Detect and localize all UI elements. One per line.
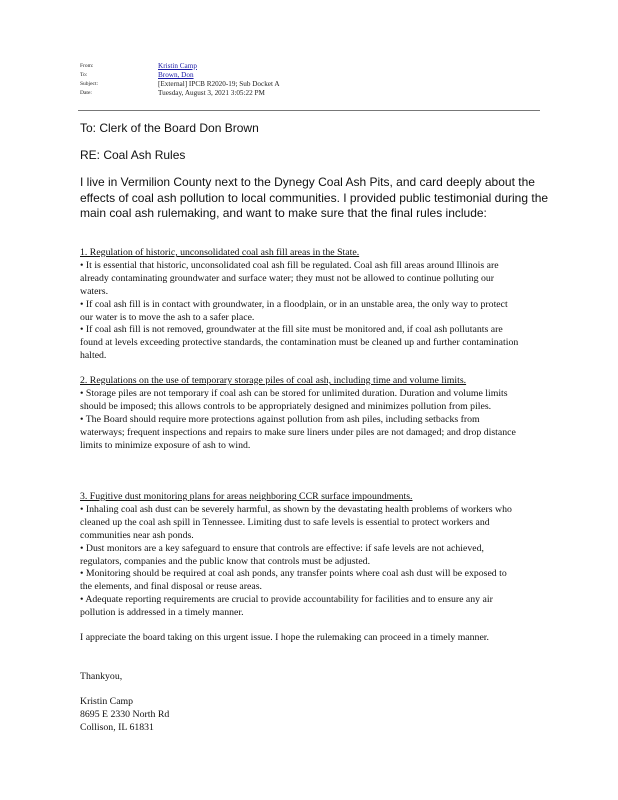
header-to-row [80, 71, 540, 80]
closing-paragraph: I appreciate the board taking on this urgent issue. I hope the rulemaking can proceed in a timely manner. [80, 632, 489, 643]
from-label: From: [80, 63, 94, 69]
letter-intro: I live in Vermilion County next to the Dynegy Coal Ash Pits, and card deeply about the effects of coal ash pollution to local communities. I provided public testimonial during the main coal ash rulemaking, and want to make sure that the final rules include: [80, 175, 549, 220]
subject-value: [External] IPCB R2020-19; Sub Docket A [158, 80, 280, 88]
header-date-row [80, 89, 540, 98]
signature-name: Kristin Camp [80, 696, 134, 707]
signature-street: 8695 E 2330 North Rd [80, 709, 170, 721]
bullet-item: • Adequate reporting requirements are crucial to provide accountability for facilities and to ensure any air pollution is addressed in a timely manner. [80, 594, 493, 619]
section-heading: 1. Regulation of historic, unconsolidated coal ash fill areas in the State. [80, 247, 360, 258]
bullet-item: • If coal ash fill is in contact with groundwater, in a floodplain, or in an unstable area, the only way to protect our water is to move the ash to a safer place. [80, 298, 508, 323]
bullet-item: • Inhaling coal ash dust can be severely harmful, as shown by the devastating health problems of workers who cleaned up the coal ash spill in Tennessee. Limiting dust to safe levels is essential to protect workers and communities near ash ponds. [80, 503, 512, 541]
date-value: Tuesday, August 3, 2021 3:05:22 PM [158, 89, 265, 97]
bullet-item: • It is essential that historic, unconsolidated coal ash fill be regulated. Coal ash fill areas around Illinois are already contaminating groundwater and surface water; they must not be allowed to continue polluting our waters. [80, 259, 499, 297]
thanks-line: Thankyou, [80, 671, 123, 682]
header-subject-row [80, 80, 540, 89]
section-2 [80, 375, 520, 452]
header-divider [78, 110, 540, 111]
letter-to-line: To: Clerk of the Board Don Brown [80, 121, 259, 135]
section-1 [80, 247, 520, 363]
signature-block [80, 695, 520, 735]
bullet-item: • The Board should require more protections against pollution from ash piles, including setbacks from waterways; frequent inspections and repairs to make sure liners under piles are not damaged; and drop distance limits to minimize exposure of ash to wind. [80, 413, 516, 451]
date-label: Date: [80, 90, 92, 96]
section-heading: 2. Regulations on the use of temporary storage piles of coal ash, including time and volume limits. [80, 375, 467, 386]
signature-city: Collison, IL 61831 [80, 722, 154, 734]
bullet-item: • If coal ash fill is not removed, groundwater at the fill site must be monitored and, if coal ash pollutants are found at levels exceeding protective standards, the contamination must be cleaned up and further contamination halted. [80, 324, 519, 362]
section-3 [80, 491, 520, 620]
header-from-row [80, 62, 540, 71]
section-heading: 3. Fugitive dust monitoring plans for areas neighboring CCR surface impoundments. [80, 491, 413, 502]
to-label: To: [80, 72, 88, 78]
bullet-item: • Dust monitors are a key safeguard to ensure that controls are effective: if safe levels are not achieved, regulators, companies and the public know that controls must be adjusted. [80, 542, 484, 567]
from-link[interactable]: Kristin Camp [158, 62, 197, 70]
email-header [80, 62, 540, 98]
bullet-item: • Monitoring should be required at coal ash ponds, any transfer points where coal ash dust will be exposed to the elements, and final disposal or reuse areas. [80, 568, 507, 593]
subject-label: Subject: [80, 81, 99, 87]
bullet-item: • Storage piles are not temporary if coal ash can be stored for unlimited duration. Duration and volume limits should be imposed; this allows controls to be appropriately designed and minimizes pollution from piles. [80, 387, 508, 412]
to-link[interactable]: Brown, Don [158, 71, 194, 79]
letter-re-line: RE: Coal Ash Rules [80, 148, 186, 162]
